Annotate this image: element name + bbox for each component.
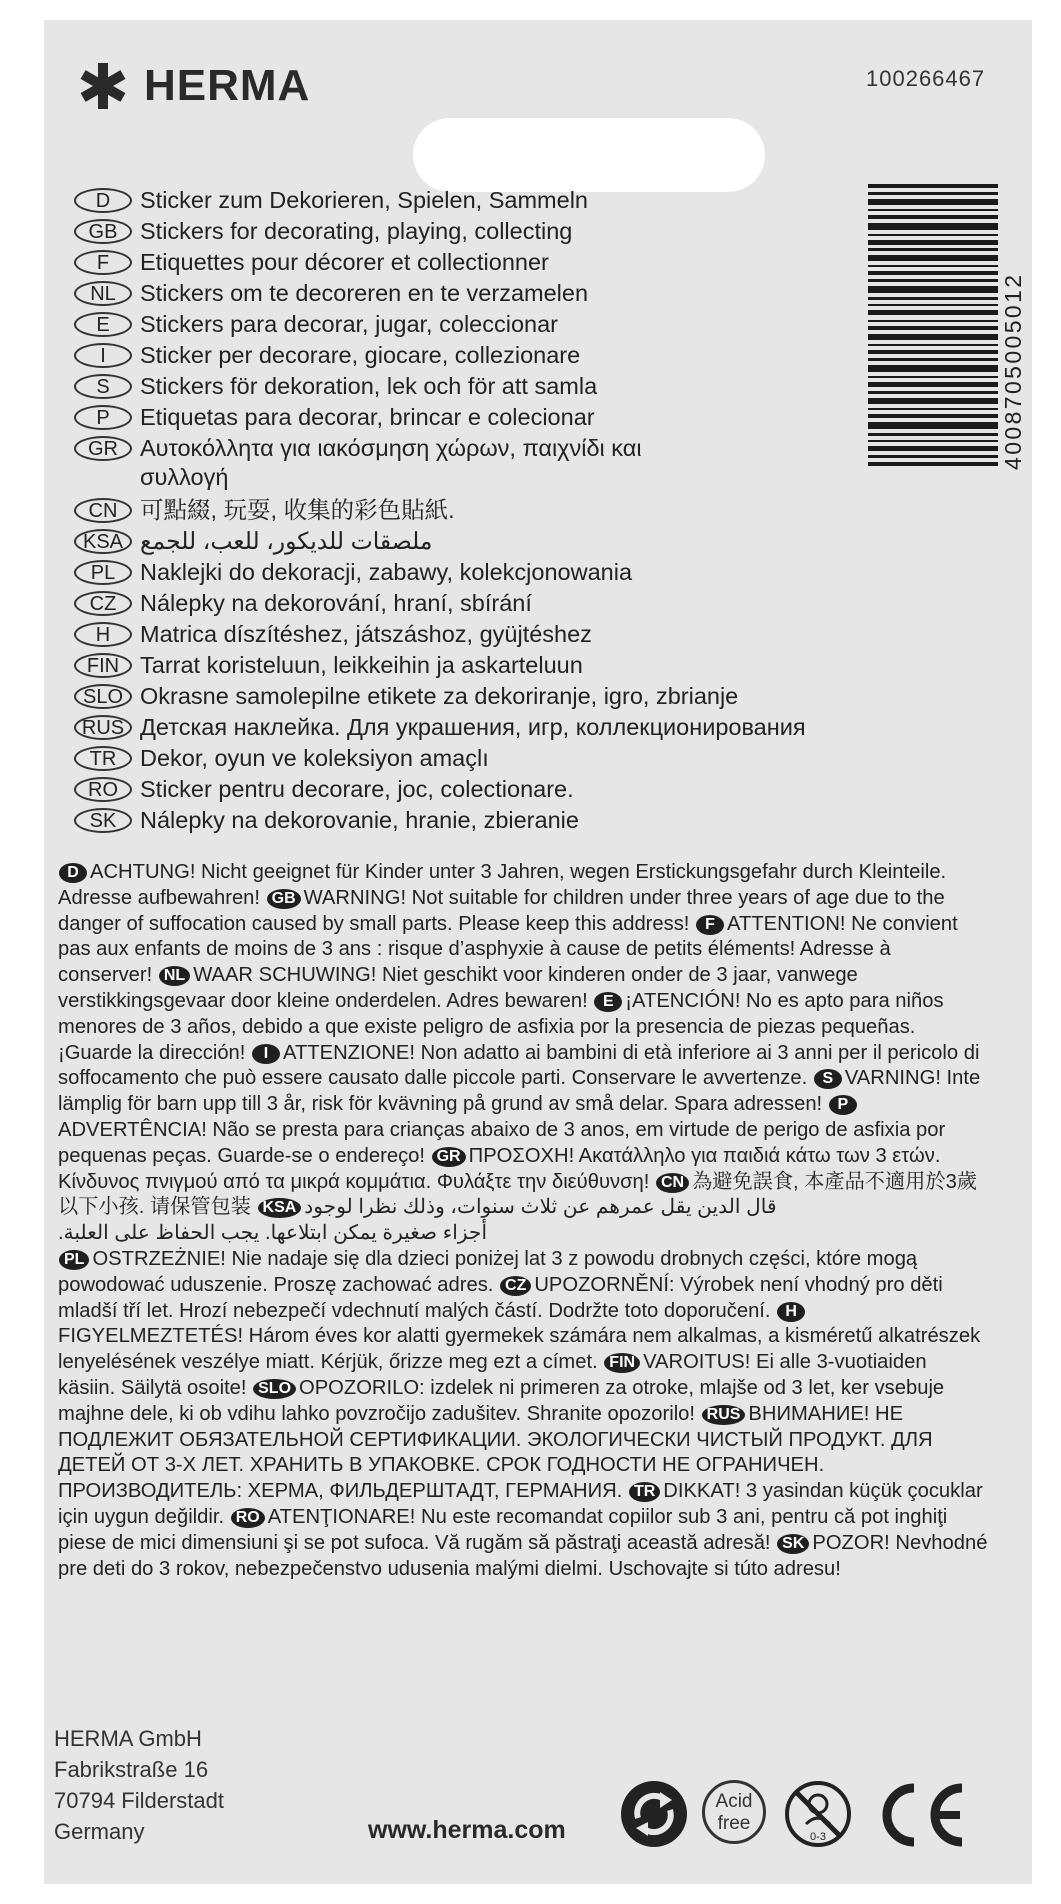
badge-cz: CZ <box>500 1276 531 1296</box>
warning-sk: POZOR! Nevhodné pre deti do 3 rokov, nebezpečenstvo udusenia malými dielmi. Uschovajte si túto adresu! <box>58 1531 988 1580</box>
list-item <box>74 372 954 403</box>
country-code: SK <box>74 808 132 833</box>
list-item <box>74 589 954 620</box>
country-code: CN <box>74 498 132 523</box>
warning-pl: OSTRZEŻNIE! Nie nadaje się dla dzieci poniżej lat 3 z powodu drobnych części, które mogą powodować uduszenie. Proszę zachować adres. <box>58 1247 918 1296</box>
country-code: GB <box>74 219 132 244</box>
country-code: F <box>74 250 132 275</box>
badge-e: E <box>594 992 622 1012</box>
description: Nálepky na dekorování, hraní, sbírání <box>140 590 532 616</box>
badge-nl: NL <box>159 966 190 986</box>
language-list <box>74 186 954 837</box>
country-code: PL <box>74 560 132 585</box>
ce-mark-icon <box>874 1780 970 1850</box>
badge-cn: CN <box>656 1173 689 1193</box>
country-code: P <box>74 405 132 430</box>
list-item <box>74 527 954 558</box>
warning-ksa-line2: أجزاء صغيرة يمكن ابتلاعها. يجب الحفاظ على العلبة. <box>58 1222 488 1245</box>
city: 70794 Filderstadt <box>54 1788 224 1813</box>
warning-f: ATTENTION! Ne convient pas aux enfants de moins de 3 ans : risque d’asphyxie à cause de petits éléments! Adresse à conserver! <box>58 912 958 987</box>
age-warning-icon <box>784 1780 852 1848</box>
website-link[interactable]: www.herma.com <box>368 1816 566 1844</box>
description: Tarrat koristeluun, leikkeihin ja askarteluun <box>140 652 583 678</box>
country-code: FIN <box>74 653 132 678</box>
herma-logo <box>80 62 310 110</box>
description: Etiquetas para decorar, brincar e colecionar <box>140 404 595 430</box>
country-code: I <box>74 343 132 368</box>
list-item <box>74 186 954 217</box>
description: Sticker pentru decorare, joc, colectionare. <box>140 776 574 802</box>
ean-number: 4008705005012 <box>1000 272 1026 470</box>
list-item <box>74 713 954 744</box>
list-item <box>74 682 954 713</box>
badge-slo: SLO <box>253 1379 296 1399</box>
list-item <box>74 558 954 589</box>
warning-ksa-line1: قال الدين يقل عمرهم عن ثلاث سنوات، وذلك نظرا لوجود <box>304 1196 777 1219</box>
country: Germany <box>54 1819 145 1844</box>
country-code: TR <box>74 746 132 771</box>
country-code: H <box>74 622 132 647</box>
list-item <box>74 651 954 682</box>
country-code: RO <box>74 777 132 802</box>
list-item <box>74 310 954 341</box>
warning-cn: 為避免誤食, 本產品不適用於3歲以下小孩. 请保管包装 <box>58 1170 977 1219</box>
acid-free-line1: Acid <box>715 1791 753 1812</box>
description: Sticker per decorare, giocare, collezionare <box>140 342 581 368</box>
list-item <box>74 806 954 837</box>
badge-gr: GR <box>432 1147 466 1167</box>
age-label: 0-3 <box>810 1831 826 1843</box>
street: Fabrikstraße 16 <box>54 1757 209 1782</box>
badge-ro: RO <box>231 1508 265 1528</box>
list-item <box>74 217 954 248</box>
warning-slo: OPOZORILO: izdelek ni primeren za otroke, mlajše od 3 let, ker vsebuje majhne dele, ki ob vdihu lahko povzročijo zadušitev. Shranite opozorilo! <box>58 1376 945 1425</box>
country-code: NL <box>74 281 132 306</box>
description: Stickers for decorating, playing, collecting <box>140 218 573 244</box>
country-code: E <box>74 312 132 337</box>
description: Okrasne samolepilne etikete za dekoriranje, igro, zbrianje <box>140 683 739 709</box>
description: Matrica díszítéshez, játszáshoz, gyüjtéshez <box>140 621 592 647</box>
recycle-icon <box>620 1780 688 1848</box>
badge-i: I <box>252 1044 280 1064</box>
warning-text <box>58 860 988 1582</box>
list-item <box>74 248 954 279</box>
badge-ksa: KSA <box>258 1198 302 1218</box>
country-code: KSA <box>74 529 132 554</box>
list-item <box>74 279 954 310</box>
list-item <box>74 620 954 651</box>
description: Sticker zum Dekorieren, Spielen, Sammeln <box>140 187 588 213</box>
warning-d: ACHTUNG! Nicht geeignet für Kinder unter 3 Jahren, wegen Erstickungsgefahr durch Kleinteile. Adresse aufbewahren! <box>58 861 947 909</box>
badge-rus: RUS <box>702 1405 746 1425</box>
badge-tr: TR <box>629 1482 660 1502</box>
badge-h: H <box>777 1302 805 1322</box>
company-name: HERMA GmbH <box>54 1726 202 1751</box>
badge-f: F <box>696 915 724 935</box>
warning-tr: DIKKAT! 3 yasindan küçük çocuklar için uygun değildir. <box>58 1480 983 1528</box>
list-item <box>74 403 954 434</box>
description: 可點綴, 玩耍, 收集的彩色貼紙. <box>140 497 455 523</box>
description: Stickers om te decoreren en te verzamelen <box>140 280 589 306</box>
warning-gr: ΠΡΟΣΟΧΗ! Ακατάλληλο για παιδιά κάτω των 3 ετών. Κίνδυνος πνιγμού από τα μικρά κομμάτια. Φυλάξτε την διεύθυνση! <box>58 1144 941 1193</box>
description: Nálepky na dekorovanie, hranie, zbieranie <box>140 807 579 833</box>
badge-fin: FIN <box>604 1353 640 1373</box>
description: Детская наклейка. Для украшения, игр, коллекционирования <box>140 714 806 740</box>
list-item <box>74 775 954 806</box>
acid-free-line2: free <box>717 1813 751 1834</box>
badge-d: D <box>59 863 87 883</box>
description: Αυτοκόλλητα για ιακόσμηση χώρων, παιχνίδι και συλλογή <box>140 435 642 490</box>
address-block <box>54 1723 224 1847</box>
description: ملصقات للديكور، للعب، للجمع <box>140 528 433 554</box>
warning-e: ¡ATENCIÓN! No es apto para niños menores de 3 años, debido a que existe peligro de asfixia por la presencia de piezas pequeñas. ¡Guarde la dirección! <box>58 989 944 1064</box>
country-code: RUS <box>74 715 132 740</box>
star-icon <box>80 63 126 109</box>
description: Stickers para decorar, jugar, coleccionar <box>140 311 558 337</box>
warning-gb: WARNING! Not suitable for children under three years of age due to the danger of suffocation caused by small parts. Please keep this address! <box>58 886 945 935</box>
list-item <box>74 744 954 775</box>
country-code: CZ <box>74 591 132 616</box>
warning-h: FIGYELMEZTETÉS! Három éves kor alatti gyermekek számára nem alkalmas, a kisméretű alkatrészek lenyelésének veszélye miatt. Kérjük, őrizze meg ezt a címet. <box>58 1325 981 1374</box>
brand-name: HERMA <box>144 61 311 110</box>
badge-gb: GB <box>267 889 301 909</box>
warning-nl: WAAR SCHUWING! Niet geschikt voor kinderen onder de 3 jaar, vanwege verstikkingsgevaar door kleine onderdelen. Adres bewaren! <box>58 964 858 1012</box>
country-code: D <box>74 188 132 213</box>
warning-cz: UPOZORNĚNÍ: Výrobek není vhodný pro děti mladší tří let. Hrozí nebezpečí vdechnutí malých částí. Dodržte toto doporučení. <box>58 1273 943 1322</box>
warning-ro: ATENŢIONARE! Nu este recomandat copiilor sub 3 ani, pentru că pot inghiţi piese de mici dimensiuni şi se pot sufoca. Vă rugăm să păstraţi această adresă! <box>58 1505 948 1554</box>
warning-i: ATTENZIONE! Non adatto ai bambini di età inferiore ai 3 anni per il pericolo di soffocamento che può essere causato dalle piccole parti. Conservare le avvertenze. <box>58 1041 980 1090</box>
article-number: 100266467 <box>866 66 986 91</box>
description: Etiquettes pour décorer et collectionner <box>140 249 549 275</box>
badge-sk: SK <box>777 1534 809 1554</box>
list-item <box>74 496 954 527</box>
country-code: GR <box>74 436 132 461</box>
badge-s: S <box>814 1069 842 1089</box>
description: Naklejki do dekoracji, zabawy, kolekcjonowania <box>140 559 633 585</box>
hang-hole <box>413 118 765 192</box>
country-code: SLO <box>74 684 132 709</box>
list-item <box>74 341 954 372</box>
warning-s: VARNING! Inte lämplig för barn upp till 3 år, risk för kvävning på grund av små delar. Spara adressen! <box>58 1067 981 1116</box>
badge-p: P <box>829 1095 857 1115</box>
badge-pl: PL <box>59 1250 89 1270</box>
warning-p: ADVERTÊNCIA! Não se presta para crianças abaixo de 3 anos, em virtude de perigo de asfixia por pequenas peças. Guarde-se o endereço! <box>58 1118 946 1167</box>
description: Stickers för dekoration, lek och för att samla <box>140 373 598 399</box>
acid-free-icon <box>702 1780 766 1844</box>
warning-fin: VAROITUS! Ei alle 3-vuotiaiden käsiin. Säilytä osoite! <box>58 1351 927 1399</box>
list-item <box>74 434 954 496</box>
description: Dekor, oyun ve koleksiyon amaçlı <box>140 745 489 771</box>
warning-rus: ВНИМАНИЕ! НЕ ПОДЛЕЖИТ ОБЯЗАТЕЛЬНОЙ СЕРТИФИКАЦИИ. ЭКОЛОГИЧЕСКИ ЧИСТЫЙ ПРОДУКТ. ДЛЯ ДЕТЕЙ ОТ 3-Х ЛЕТ. ХРАНИТЬ В УПАКОВКЕ. СРОК ГОДНОСТИ НЕ ОГРАНИЧЕН. ПРОИЗВОДИТЕЛЬ: ХЕРМА, ФИЛЬДЕРШТАДТ, ГЕРМАНИЯ. <box>58 1402 933 1503</box>
country-code: S <box>74 374 132 399</box>
